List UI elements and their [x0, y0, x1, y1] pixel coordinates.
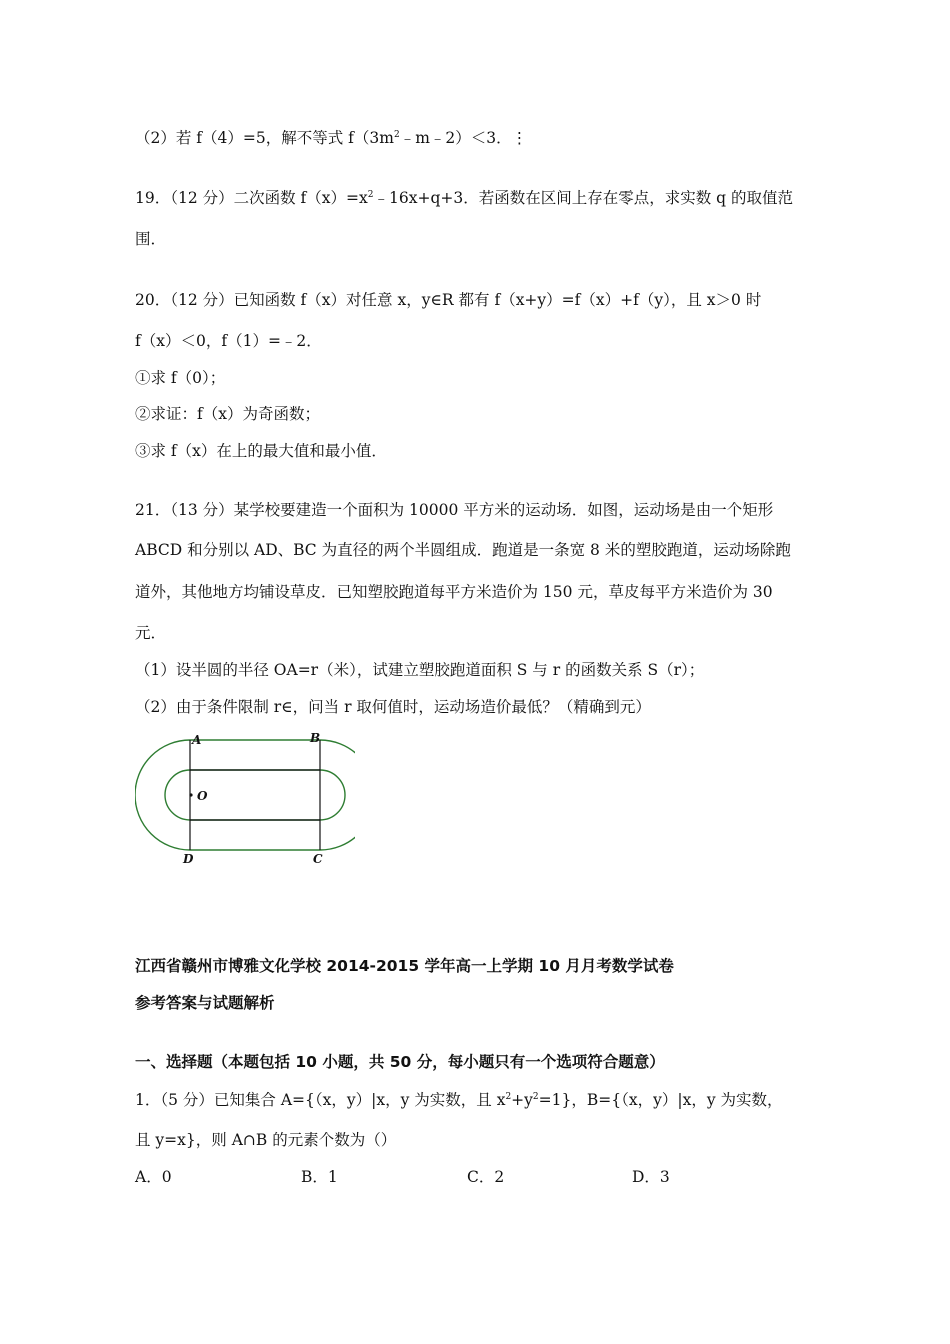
- a-q1-line2: 且 y=x}，则 A∩B 的元素个数为（）: [135, 1131, 397, 1149]
- q20-item1: ①求 f（0）；: [135, 369, 226, 387]
- q21-line1: 21．（13 分）某学校要建造一个面积为 10000 平方米的运动场．如图，运动场是由一个矩形: [135, 501, 774, 519]
- q19-line1: [135, 188, 793, 208]
- option-a: A．0: [135, 1168, 172, 1186]
- q18-part2-text-a: （2）若 f（4）=5，解不等式 f（3m: [135, 129, 394, 147]
- q21-line4: 元．: [135, 624, 167, 642]
- option-c: C．2: [467, 1168, 505, 1186]
- a-q1-text-b: +y: [511, 1091, 533, 1109]
- running-track-figure: [135, 730, 355, 870]
- q21-line2: ABCD 和分别以 AD、BC 为直径的两个半圆组成．跑道是一条宽 8 米的塑胶跑道，运动场除跑: [135, 541, 791, 559]
- q20-line1: 20．（12 分）已知函数 f（x）对任意 x，y∈R 都有 f（x+y）=f（x）+f（y），且 x＞0 时: [135, 291, 762, 309]
- label-b: B: [310, 731, 321, 745]
- center-point-o: [189, 793, 192, 796]
- a-q1-sup2: 2: [532, 1092, 539, 1102]
- label-c: C: [313, 852, 323, 866]
- q18-part2-text-b: ﹣m﹣2）＜3．⋮: [399, 129, 528, 147]
- label-d: D: [183, 852, 194, 866]
- a-q1-sup1: 2: [505, 1092, 512, 1102]
- a-q1-text-c: =1}，B={（x，y）|x，y 为实数，: [538, 1091, 783, 1109]
- q20-line2: f（x）＜0，f（1）=﹣2．: [135, 332, 322, 350]
- answer-subtitle: 参考答案与试题解析: [135, 994, 275, 1012]
- label-a: A: [192, 733, 202, 747]
- answer-title: 江西省赣州市博雅文化学校 2014-2015 学年高一上学期 10 月月考数学试卷: [135, 957, 674, 975]
- rectangle-abcd: [190, 740, 320, 850]
- q18-part2: [135, 128, 527, 148]
- a-q1-line1: [135, 1090, 783, 1110]
- a-q1-text-a: 1．（5 分）已知集合 A={（x，y）|x，y 为实数，且 x: [135, 1091, 506, 1109]
- q21-part2: （2）由于条件限制 r∈，问当 r 取何值时，运动场造价最低？（精确到元）: [135, 698, 651, 716]
- q19-text-a: 19．（12 分）二次函数 f（x）=x: [135, 189, 368, 207]
- q21-line3: 道外，其他地方均铺设草皮．已知塑胶跑道每平方米造价为 150 元，草皮每平方米造价为 30: [135, 583, 773, 601]
- option-d: D．3: [632, 1168, 670, 1186]
- label-o: O: [197, 789, 208, 803]
- section-heading: 一、选择题（本题包括 10 小题，共 50 分，每小题只有一个选项符合题意）: [135, 1053, 665, 1071]
- q19-text-b: ﹣16x+q+3．若函数在区间上存在零点，求实数 q 的取值范: [373, 189, 794, 207]
- q20-item2: ②求证：f（x）为奇函数；: [135, 405, 320, 423]
- q21-part1: （1）设半圆的半径 OA=r（米），试建立塑胶跑道面积 S 与 r 的函数关系 S（r）；: [135, 661, 705, 679]
- q18-part2-sup: 2: [393, 130, 400, 140]
- q19-line2: 围．: [135, 230, 167, 248]
- track-outer-outline: [135, 740, 355, 850]
- option-b: B．1: [301, 1168, 338, 1186]
- q20-item3: ③求 f（x）在上的最大值和最小值．: [135, 442, 387, 460]
- q19-sup: 2: [367, 190, 374, 200]
